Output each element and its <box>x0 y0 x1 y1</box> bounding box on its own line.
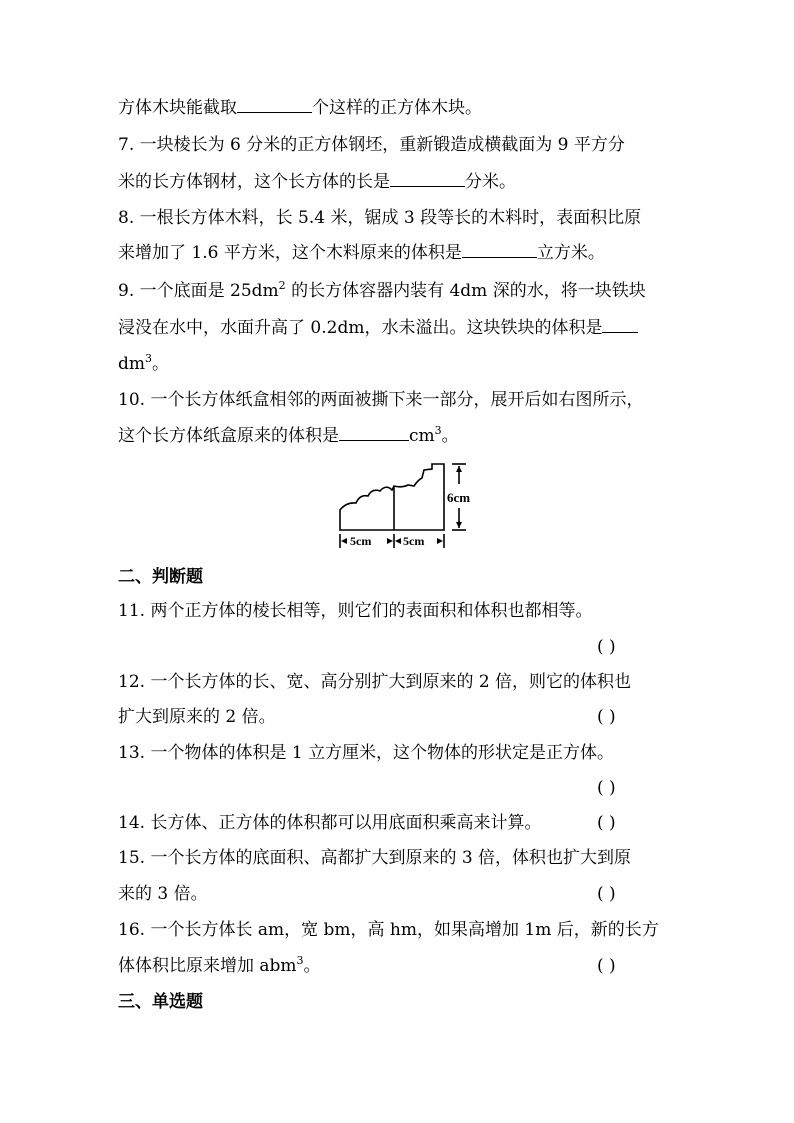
q6-text: 方体木块能截取 <box>118 98 237 118</box>
q7-line2 <box>118 170 516 194</box>
q13-answer-paren[interactable]: ( ) <box>597 778 616 798</box>
q8-line1: 8. 一根长方体木料，长 5.4 米，锯成 3 段等长的木料时，表面积比原 <box>118 208 642 228</box>
q16-line2 <box>118 954 321 978</box>
q9-text-2: 浸没在水中，水面升高了 0.2dm，水未溢出。这块铁块的体积是 <box>118 318 603 338</box>
q15-line2: 来的 3 倍。 <box>118 884 208 904</box>
q7-answer-blank[interactable] <box>390 170 465 187</box>
q12-line2: 扩大到原来的 2 倍。 <box>118 707 276 727</box>
q16-line1: 16. 一个长方体长 am，宽 bm，高 hm，如果高增加 1m 后，新的长方 <box>118 920 659 940</box>
q8-line2 <box>118 241 605 265</box>
figure-outline <box>340 464 444 530</box>
q10-text: 这个长方体纸盒原来的体积是 <box>118 426 339 446</box>
figure-width-label-right: 5cm <box>403 534 425 548</box>
q6-answer-blank[interactable] <box>237 96 312 113</box>
q9-line3 <box>118 352 169 376</box>
torn-box-figure <box>334 458 494 550</box>
figure-arrowhead-down <box>456 522 462 528</box>
q6-continuation <box>118 96 482 120</box>
q10-end: 。 <box>441 426 459 446</box>
figure-arrowhead-left <box>341 538 347 544</box>
q14-answer-paren[interactable]: ( ) <box>597 813 616 833</box>
q7-unit: 分米。 <box>465 172 516 192</box>
q7-line1: 7. 一块棱长为 6 分米的正方体钢坯，重新锻造成横截面为 9 平方分 <box>118 135 625 155</box>
section3-title: 三、单选题 <box>118 992 203 1012</box>
q9-end: 。 <box>152 354 170 374</box>
q8-unit: 立方米。 <box>536 243 605 263</box>
q16-unit-exponent: 3 <box>296 954 304 967</box>
section2-title: 二、判断题 <box>118 567 203 587</box>
q13-line1: 13. 一个物体的体积是 1 立方厘米，这个物体的形状定是正方体。 <box>118 743 615 763</box>
figure-width-label-left: 5cm <box>350 534 372 548</box>
q7-text: 米的长方体钢材，这个长方体的长是 <box>118 172 390 192</box>
q12-line1: 12. 一个长方体的长、宽、高分别扩大到原来的 2 倍，则它的体积也 <box>118 672 632 692</box>
q10-unit-exponent: 3 <box>434 424 442 437</box>
q10-answer-blank[interactable] <box>339 424 409 441</box>
figure-arrowhead-right <box>437 538 443 544</box>
q15-answer-paren[interactable]: ( ) <box>597 884 616 904</box>
figure-arrowhead-mid-right <box>395 538 401 544</box>
q16-text: 体体积比原来增加 abm <box>118 956 297 976</box>
q9-answer-blank[interactable] <box>602 316 638 333</box>
q10-unit: cm <box>409 426 435 446</box>
q9-line2 <box>118 316 638 340</box>
figure-arrowhead-mid-left <box>387 538 393 544</box>
q14-line1: 14. 长方体、正方体的体积都可以用底面积乘高来计算。 <box>118 813 542 833</box>
q8-answer-blank[interactable] <box>462 241 537 258</box>
q11-line1: 11. 两个正方体的棱长相等，则它们的表面积和体积也都相等。 <box>118 601 593 621</box>
q9-unit-exponent: 3 <box>145 352 153 365</box>
q10-line1: 10. 一个长方体纸盒相邻的两面被撕下来一部分，展开后如右图所示， <box>118 390 644 410</box>
q9-text: 9. 一个底面是 25dm <box>118 281 279 301</box>
q16-answer-paren[interactable]: ( ) <box>597 956 616 976</box>
figure-arrowhead-up <box>456 466 462 472</box>
q8-text: 来增加了 1.6 平方米，这个木料原来的体积是 <box>118 243 462 263</box>
q6-text-after: 个这样的正方体木块。 <box>312 98 482 118</box>
q15-line1: 15. 一个长方体的底面积、高都扩大到原来的 3 倍，体积也扩大到原 <box>118 848 632 868</box>
q11-answer-paren[interactable]: ( ) <box>597 637 616 657</box>
q9-line1 <box>118 279 646 303</box>
q9-exponent: 2 <box>278 279 286 292</box>
q12-answer-paren[interactable]: ( ) <box>597 707 616 727</box>
q16-end: 。 <box>303 956 321 976</box>
q9-unit: dm <box>118 354 146 374</box>
q10-line2 <box>118 424 459 448</box>
q9-text-after: 的长方体容器内装有 4dm 深的水，将一块铁块 <box>285 281 646 301</box>
figure-height-label: 6cm <box>447 490 471 505</box>
